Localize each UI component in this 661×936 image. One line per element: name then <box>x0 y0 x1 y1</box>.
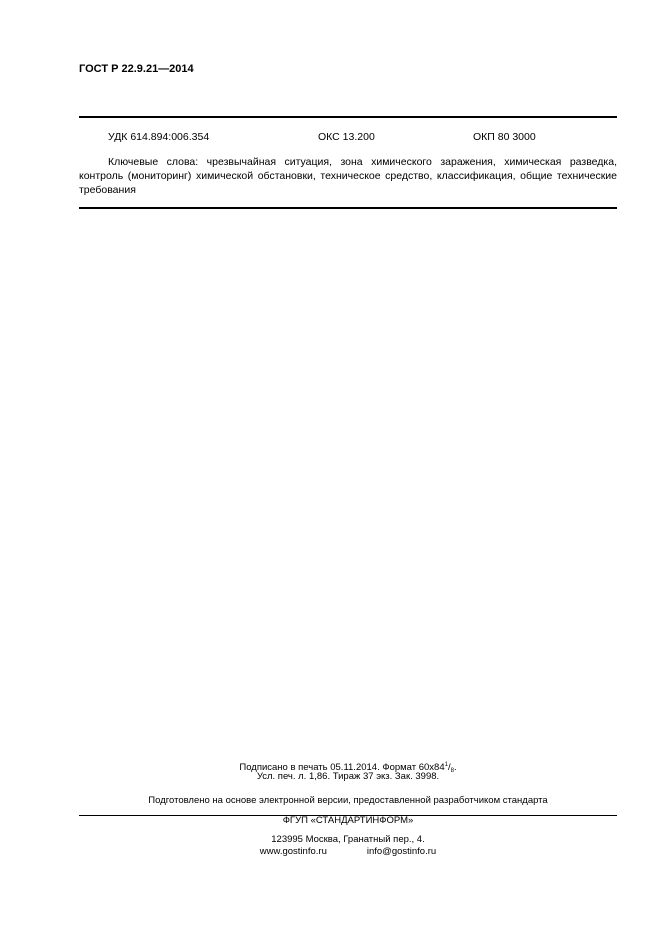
signed-to-print-suffix: . <box>453 762 457 773</box>
publisher-address: 123995 Москва, Гранатный пер., 4. <box>271 834 425 845</box>
signed-to-print-line: Подписано в печать 05.11.2014. Формат $60х84^1/_8$. <box>239 762 457 774</box>
signed-to-print-text: Подписано в печать 05.11.2014. Формат 60х84 <box>239 762 445 773</box>
format-numerator: 1 <box>444 762 448 768</box>
prepared-note: Подготовлено на основе электронной версии, предоставленной разработчиком стандарта <box>148 795 548 806</box>
document-id: ГОСТ Р 22.9.21—2014 <box>79 63 194 75</box>
website-link[interactable]: www.gostinfo.ru <box>259 846 327 857</box>
email-link[interactable]: info@gostinfo.ru <box>366 846 437 857</box>
contact-line <box>79 846 617 858</box>
oks-code: ОКС 13.200 <box>318 131 375 143</box>
format-denominator: 8 <box>450 768 454 774</box>
top-rule <box>79 116 617 118</box>
udk-code: УДК 614.894:006.354 <box>108 131 210 143</box>
keywords-paragraph: Ключевые слова: чрезвычайная ситуация, зона химического заражения, химическая разведка, контроль (мониторинг) химической обстановки, техническое средство, классификация, общие технические требования <box>79 156 617 196</box>
okp-code: ОКП 80 3000 <box>473 131 536 143</box>
print-sheets-line: Усл. печ. л. 1,86. Тираж 37 экз. Зак. 3998. <box>256 771 440 782</box>
publisher-name: ФГУП «СТАНДАРТИНФОРМ» <box>282 815 414 826</box>
bottom-rule <box>79 207 617 209</box>
